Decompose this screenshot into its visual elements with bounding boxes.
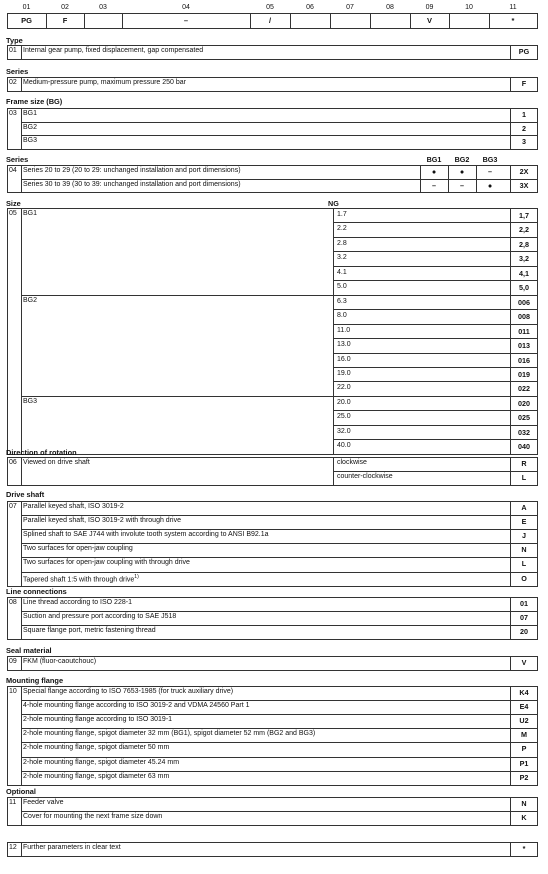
series-row-code: F	[521, 79, 527, 88]
mounting-row-text: 2-hole mounting flange, spigot diameter 45.24 mm	[23, 758, 180, 766]
series-bg-row-text: Series 30 to 39 (30 to 39: unchanged installation and port dimensions)	[23, 180, 241, 188]
header-position-number: 09	[425, 4, 434, 11]
optional-row-text: Feeder valve	[23, 799, 64, 806]
section-title-drive-shaft: Drive shaft	[6, 490, 45, 499]
series-bg-mark: ●	[459, 167, 465, 176]
header-code-cell: V	[426, 16, 432, 25]
drive-shaft-row-text: Parallel keyed shaft, ISO 3019-2 with through drive	[23, 517, 181, 525]
drive-shaft-row-divider	[21, 572, 538, 573]
section-title-frame-size: Frame size (BG)	[6, 97, 63, 106]
type-row-code: PG	[518, 47, 530, 56]
header-code-cell: /	[268, 16, 272, 25]
size-row-divider	[333, 410, 538, 411]
frame-size-row-text: BG2	[23, 123, 38, 131]
size-row-code: 013	[518, 341, 530, 351]
section-title-series-bg: Series	[6, 155, 29, 164]
footnote-marker: 1)	[134, 573, 139, 580]
drive-shaft-row-code: A	[521, 503, 527, 512]
section-title-rotation: Direction of rotation	[6, 448, 77, 457]
mounting-row-text: 2-hole mounting flange, spigot diameter 50 mm	[23, 744, 170, 752]
size-row-divider	[333, 222, 538, 223]
header-divider	[84, 13, 85, 29]
series-bg-row-text: Series 20 to 29 (20 to 29: unchanged installation and port dimensions)	[23, 167, 241, 174]
size-ng-value: 1.7	[337, 211, 347, 218]
size-row-code: 032	[518, 427, 530, 437]
frame-size-position-number: 03	[9, 110, 17, 117]
size-row-divider	[333, 381, 538, 382]
size-row-code: 2,2	[519, 225, 529, 235]
mounting-row-code: P	[521, 744, 527, 754]
size-ng-value: 32.0	[337, 427, 351, 435]
frame-size-table	[7, 108, 538, 150]
mounting-row-code: P1	[519, 758, 529, 768]
optional-row-code: N	[521, 799, 527, 808]
frame-size-code-divider	[510, 108, 511, 150]
size-row-code: 006	[518, 297, 530, 307]
further-row-code: *	[522, 844, 526, 853]
drive-shaft-row-code: N	[521, 545, 527, 555]
size-row-divider	[333, 439, 538, 440]
size-ng-value: 6.3	[337, 297, 347, 305]
mounting-row-code: M	[521, 730, 527, 740]
series-row-text: Medium-pressure pump, maximum pressure 250 bar	[23, 79, 187, 86]
size-group-label: BG1	[23, 210, 38, 217]
drive-shaft-row-divider	[21, 515, 538, 516]
drive-shaft-row-divider	[21, 543, 538, 544]
drive-shaft-row-text: Parallel keyed shaft, ISO 3019-2	[23, 503, 124, 510]
header-position-number: 08	[386, 4, 394, 11]
drive-shaft-row-code: O	[521, 573, 527, 583]
section-title-mounting: Mounting flange	[6, 676, 64, 685]
series-position-number: 02	[9, 79, 17, 86]
mounting-row-divider	[21, 757, 538, 758]
series-bg-mark: –	[432, 180, 436, 190]
mounting-row-text: 2-hole mounting flange according to ISO 3019-1	[23, 716, 173, 724]
drive-shaft-row-code: L	[521, 559, 527, 569]
rotation-description: Viewed on drive shaft	[23, 459, 90, 466]
size-ng-value: 20.0	[337, 398, 351, 406]
header-position-number: 05	[266, 4, 274, 11]
size-ng-divider	[333, 208, 334, 455]
rotation-row-code: L	[521, 473, 527, 482]
size-ng-value: 40.0	[337, 442, 351, 450]
type-row-text: Internal gear pump, fixed displacement, gap compensated	[23, 47, 204, 54]
section-title-type: Type	[6, 36, 23, 45]
size-row-code: 4,1	[519, 268, 529, 278]
size-ng-value: 19.0	[337, 369, 351, 377]
mounting-row-code: U2	[519, 716, 529, 726]
size-num-divider	[21, 208, 22, 455]
header-code-cell: –	[183, 16, 189, 25]
frame-size-row-code: 2	[522, 123, 526, 133]
header-divider	[290, 13, 291, 29]
header-position-number: 11	[509, 4, 517, 11]
line-connections-row-divider	[21, 611, 538, 612]
header-position-number: 04	[182, 4, 190, 11]
header-code-cell: F	[62, 16, 68, 25]
size-row-code: 011	[518, 326, 530, 336]
size-row-divider	[333, 324, 538, 325]
size-ng-value: 3.2	[337, 254, 347, 262]
size-ng-label: NG	[328, 199, 339, 208]
series-bg-position-number: 04	[9, 167, 17, 174]
rotation-row-divider	[333, 471, 538, 472]
size-ng-value: 16.0	[337, 355, 351, 363]
series-code-divider	[510, 77, 511, 92]
section-title-size: Size	[6, 199, 21, 208]
size-row-code: 1,7	[519, 211, 529, 220]
optional-row-text: Cover for mounting the next frame size down	[23, 813, 163, 821]
mounting-row-code: K4	[519, 688, 529, 697]
size-row-code: 020	[518, 398, 530, 408]
optional-position-number: 11	[9, 799, 17, 806]
further-code-divider	[510, 842, 511, 857]
header-position-number: 06	[306, 4, 314, 11]
header-position-number: 01	[22, 4, 31, 11]
drive-shaft-row-text: Two surfaces for open-jaw coupling with through drive	[23, 559, 190, 567]
series-bg-col-header: BG3	[482, 155, 498, 164]
size-row-divider	[333, 353, 538, 354]
size-group-divider	[21, 396, 538, 397]
line-connections-row-code: 01	[520, 599, 528, 608]
size-row-code: 5,0	[519, 283, 529, 293]
mounting-row-text: 2-hole mounting flange, spigot diameter 63 mm	[23, 772, 170, 780]
mounting-row-code: E4	[519, 702, 529, 712]
series-bg-row-divider	[21, 179, 538, 180]
size-row-code: 022	[518, 384, 530, 394]
size-row-code: 019	[518, 369, 530, 379]
rotation-row-text: counter-clockwise	[337, 473, 393, 480]
rotation-row-text: clockwise	[337, 459, 367, 466]
size-row-divider	[333, 280, 538, 281]
further-num-divider	[21, 842, 22, 857]
line-connections-num-divider	[21, 597, 22, 640]
drive-shaft-row-text: Splined shaft to SAE J744 with involute tooth system according to ANSI B92.1a	[23, 531, 269, 539]
header-divider	[449, 13, 450, 29]
header-position-number: 03	[99, 4, 107, 11]
section-title-optional: Optional	[6, 787, 36, 796]
mounting-row-divider	[21, 700, 538, 701]
size-ng-value: 13.0	[337, 341, 351, 349]
frame-size-row-text: BG3	[23, 137, 38, 144]
line-connections-row-code: 20	[520, 627, 528, 637]
size-ng-value: 22.0	[337, 384, 351, 392]
optional-row-code: K	[521, 813, 527, 823]
drive-shaft-row-code: J	[522, 531, 526, 541]
seal-position-number: 09	[9, 658, 17, 665]
size-ng-value: 8.0	[337, 312, 347, 320]
series-bg-row-code: 3X	[519, 180, 529, 190]
size-group-divider	[21, 295, 538, 296]
size-row-code: 2,8	[519, 239, 529, 249]
header-divider	[330, 13, 331, 29]
mounting-row-divider	[21, 714, 538, 715]
size-ng-value: 11.0	[337, 326, 351, 334]
further-position-number: 12	[9, 844, 17, 851]
series-bg-col-header: BG2	[454, 155, 470, 164]
drive-shaft-row-divider	[21, 529, 538, 530]
mounting-row-code: P2	[519, 772, 529, 782]
size-row-divider	[333, 266, 538, 267]
size-row-code: 008	[518, 312, 530, 322]
header-position-number: 02	[61, 4, 69, 11]
series-num-divider	[21, 77, 22, 92]
line-connections-row-text: Square flange port, metric fastening thread	[23, 627, 156, 635]
rotation-num-divider	[21, 457, 22, 486]
type-code-divider	[510, 45, 511, 60]
frame-size-row-text: BG1	[23, 110, 38, 117]
drive-shaft-row-text: Two surfaces for open-jaw coupling	[23, 545, 133, 553]
seal-num-divider	[21, 656, 22, 671]
line-connections-code-divider	[510, 597, 511, 640]
frame-size-num-divider	[21, 108, 22, 150]
series-bg-mark: ●	[431, 167, 437, 176]
size-ng-value: 25.0	[337, 413, 351, 421]
section-title-line-connections: Line connections	[6, 587, 67, 596]
mounting-row-divider	[21, 771, 538, 772]
size-position-number: 05	[9, 210, 17, 217]
mounting-row-divider	[21, 728, 538, 729]
series-bg-mark: ●	[487, 180, 493, 190]
mounting-row-text: 4-hole mounting flange according to ISO 3019-2 and VDMA 24560 Part 1	[23, 702, 250, 710]
type-num-divider	[21, 45, 22, 60]
size-row-code: 025	[518, 413, 530, 423]
size-row-divider	[333, 251, 538, 252]
line-connections-row-text: Line thread according to ISO 228-1	[23, 599, 132, 606]
header-code-cell: PG	[21, 16, 32, 25]
size-ng-value: 2.8	[337, 239, 347, 247]
size-row-divider	[333, 425, 538, 426]
size-row-code: 016	[518, 355, 530, 365]
size-group-label: BG3	[23, 397, 38, 405]
drive-shaft-row-text: Tapered shaft 1:5 with through drive$^{1)}$	[23, 573, 139, 583]
mounting-position-number: 10	[9, 688, 17, 695]
header-code-cell: *	[511, 16, 515, 25]
line-connections-position-number: 08	[9, 599, 17, 606]
section-title-series: Series	[6, 67, 29, 76]
section-title-seal: Seal material	[6, 646, 52, 655]
size-group-label: BG2	[23, 296, 38, 304]
size-row-divider	[333, 338, 538, 339]
series-bg-row-code: 2X	[519, 167, 529, 176]
type-position-number: 01	[9, 47, 17, 54]
rotation-row-code: R	[521, 459, 527, 468]
seal-row-code: V	[521, 658, 527, 667]
size-row-code: 3,2	[519, 254, 529, 264]
frame-size-row-divider	[21, 122, 538, 123]
rotation-position-number: 06	[9, 459, 17, 466]
header-position-number: 10	[465, 4, 473, 11]
series-bg-mark: –	[460, 180, 464, 190]
header-position-number: 07	[346, 4, 354, 11]
mounting-row-divider	[21, 742, 538, 743]
seal-row-text: FKM (fluor-caoutchouc)	[23, 658, 97, 665]
mounting-row-text: 2-hole mounting flange, spigot diameter 32 mm (BG1), spigot diameter 52 mm (BG2 and BG3)	[23, 730, 316, 738]
line-connections-row-code: 07	[520, 613, 528, 623]
size-ng-value: 2.2	[337, 225, 347, 233]
size-row-divider	[333, 237, 538, 238]
size-code-divider	[510, 208, 511, 455]
size-row-divider	[333, 309, 538, 310]
drive-shaft-row-code: E	[521, 517, 527, 527]
optional-row-divider	[21, 811, 538, 812]
further-row-text: Further parameters in clear text	[23, 844, 121, 851]
line-connections-row-divider	[21, 625, 538, 626]
size-row-code: 040	[518, 442, 530, 452]
drive-shaft-row-divider	[21, 557, 538, 558]
frame-size-row-code: 3	[522, 137, 526, 146]
size-ng-value: 5.0	[337, 283, 347, 291]
size-table	[7, 208, 538, 455]
size-ng-value: 4.1	[337, 268, 347, 276]
size-row-divider	[333, 367, 538, 368]
seal-code-divider	[510, 656, 511, 671]
drive-shaft-position-number: 07	[9, 503, 17, 510]
mounting-row-text: Special flange according to ISO 7653-1985 (for truck auxiliary drive)	[23, 688, 234, 695]
header-divider	[370, 13, 371, 29]
line-connections-row-text: Suction and pressure port according to SAE J518	[23, 613, 177, 621]
frame-size-row-code: 1	[522, 110, 526, 119]
series-bg-mark: –	[488, 167, 492, 176]
frame-size-row-divider	[21, 135, 538, 136]
series-bg-col-header: BG1	[426, 155, 442, 164]
